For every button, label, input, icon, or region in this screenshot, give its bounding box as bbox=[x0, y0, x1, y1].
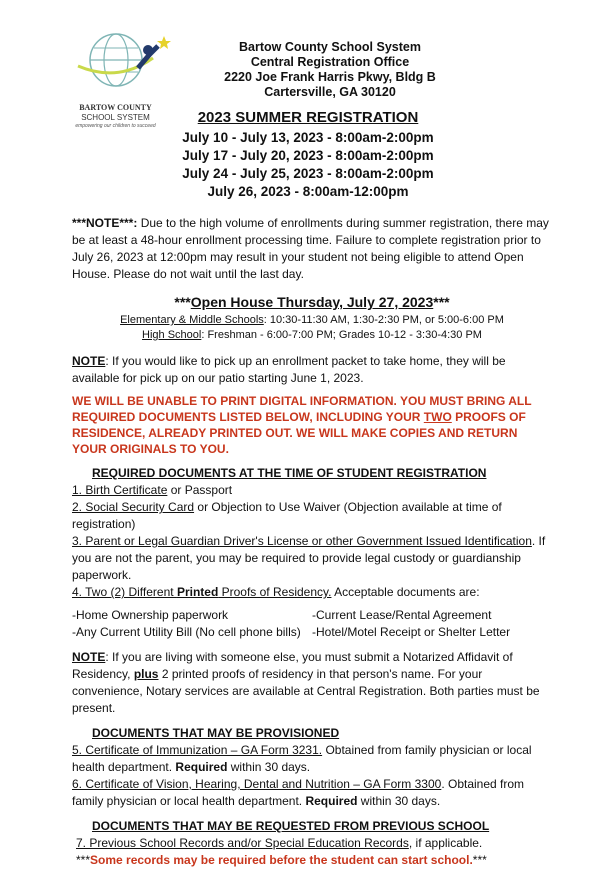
doc-option: -Home Ownership paperwork bbox=[72, 608, 229, 622]
item-text: within 30 days. bbox=[227, 760, 311, 774]
required-documents bbox=[72, 465, 552, 641]
item-text: within 30 days. bbox=[357, 794, 441, 808]
high-times: : Freshman - 6:00-7:00 PM; Grades 10-12 - 3:30-4:30 PM bbox=[201, 329, 482, 341]
list-item bbox=[72, 776, 552, 810]
logo-tagline: empowering our children to succeed bbox=[75, 123, 156, 129]
city: Cartersville, GA 30120 bbox=[264, 85, 396, 99]
section-heading: DOCUMENTS THAT MAY BE REQUESTED FROM PREVIOUS SCHOOL bbox=[92, 819, 490, 833]
stars: *** bbox=[433, 294, 450, 310]
high-label: High School bbox=[142, 329, 202, 341]
elem-times: : 10:30-11:30 AM, 1:30-2:30 PM, or 5:00-6:00 PM bbox=[263, 314, 504, 326]
item-title: 1. Birth Certificate bbox=[72, 483, 168, 497]
note-text: : If you would like to pick up an enrollment packet to take home, they will be available for pick up on our patio starting June 1, 2023. bbox=[72, 354, 506, 385]
packet-note bbox=[72, 353, 552, 387]
section-heading: REQUIRED DOCUMENTS AT THE TIME OF STUDENT REGISTRATION bbox=[92, 466, 487, 480]
list-item bbox=[72, 742, 552, 776]
office-name: Central Registration Office bbox=[250, 55, 410, 69]
item-title-bold: Printed bbox=[176, 585, 219, 599]
item-text: . If you are not the parent, you may be required to provide legal custody or guardianship paperwork. bbox=[72, 534, 546, 582]
logo-line1: BARTOW COUNTY bbox=[79, 103, 152, 112]
office-header bbox=[190, 0, 470, 100]
date-line: July 26, 2023 - 8:00am-12:00pm bbox=[207, 184, 409, 199]
globe-icon bbox=[58, 28, 188, 98]
registration-dates bbox=[0, 129, 616, 201]
item-title: 6. Certificate of Vision, Hearing, Dental and Nutrition – GA Form 3300 bbox=[72, 777, 442, 791]
open-house-title: Open House Thursday, July 27, 2023 bbox=[190, 294, 434, 310]
item-required: Required bbox=[175, 760, 228, 774]
item-text: . Obtained from family physician or local health department. bbox=[72, 777, 525, 808]
logo-line2: SCHOOL SYSTEM bbox=[81, 113, 150, 122]
open-house bbox=[72, 293, 552, 343]
records-warning bbox=[72, 852, 552, 869]
item-title: 2. Social Security Card bbox=[72, 500, 195, 514]
warning-two: TWO bbox=[423, 410, 452, 424]
item-title: 5. Certificate of Immunization – GA Form 3231. bbox=[72, 743, 323, 757]
list-item bbox=[72, 482, 552, 499]
doc-option: -Current Lease/Rental Agreement bbox=[312, 608, 492, 622]
elem-label: Elementary & Middle Schools bbox=[120, 314, 264, 326]
doc-option: -Hotel/Motel Receipt or Shelter Letter bbox=[312, 625, 511, 639]
item-title: 4. Two (2) Different bbox=[72, 585, 177, 599]
list-item bbox=[72, 499, 552, 533]
stars: *** bbox=[472, 853, 487, 867]
warning-text: PROOFS OF RESIDENCE, ALREADY PRINTED OUT. WE WILL MAKE COPIES AND RETURN YOUR ORIGINALS TO YOU. bbox=[72, 410, 526, 456]
note-text: : If you are living with someone else, you must submit a Notarized Affidavit of Residency, bbox=[72, 650, 513, 681]
school-system-logo bbox=[58, 28, 188, 128]
doc-option: -Any Current Utility Bill (No cell phone bills) bbox=[72, 625, 301, 639]
note-text: 2 printed proofs of residency in that person's name. For your convenience, Notary services are available at Central Registration. Both parties must be present. bbox=[72, 667, 540, 715]
provisioned-documents bbox=[72, 725, 552, 810]
item-text: or Objection to Use Waiver (Objection available at time of registration) bbox=[72, 500, 502, 531]
list-item bbox=[72, 584, 552, 601]
item-text: , if applicable. bbox=[408, 836, 483, 850]
print-warning bbox=[72, 393, 552, 457]
date-line: July 24 - July 25, 2023 - 8:00am-2:00pm bbox=[182, 166, 434, 181]
org-name: Bartow County School System bbox=[239, 40, 421, 54]
warning-text: Some records may be required before the student can start school. bbox=[90, 853, 473, 867]
note-label: NOTE bbox=[72, 650, 106, 664]
affidavit-note bbox=[72, 649, 552, 717]
acceptable-docs bbox=[72, 624, 552, 641]
date-line: July 17 - July 20, 2023 - 8:00am-2:00pm bbox=[182, 148, 434, 163]
note-text: Due to the high volume of enrollments during summer registration, there may be at least a 48-hour enrollment processing time. Failure to complete registration prior to July 26, 2023 at 12:00pm may result in your student not being eligible to attend Open House. Please do not wait until the last day. bbox=[72, 216, 549, 281]
stars: *** bbox=[76, 853, 91, 867]
list-item bbox=[72, 533, 552, 584]
acceptable-docs bbox=[72, 607, 552, 624]
section-heading: DOCUMENTS THAT MAY BE PROVISIONED bbox=[92, 726, 340, 740]
page-title: 2023 SUMMER REGISTRATION bbox=[197, 109, 419, 126]
note-label: NOTE bbox=[72, 354, 106, 368]
note-plus: plus bbox=[133, 667, 159, 681]
item-text: or Passport bbox=[167, 483, 233, 497]
item-required: Required bbox=[305, 794, 358, 808]
warning-text: WE WILL BE UNABLE TO PRINT DIGITAL INFORMATION. YOU MUST BRING ALL REQUIRED DOCUMENTS LISTED BELOW, INCLUDING YOUR bbox=[72, 394, 532, 424]
note-label: ***NOTE***: bbox=[72, 216, 138, 230]
item-title: 7. Previous School Records and/or Special Education Records bbox=[76, 836, 409, 850]
list-item bbox=[72, 835, 552, 852]
stars: *** bbox=[174, 294, 191, 310]
item-title: Proofs of Residency. bbox=[218, 585, 332, 599]
previous-school-documents bbox=[72, 818, 552, 869]
processing-note bbox=[72, 215, 552, 283]
item-title: 3. Parent or Legal Guardian Driver's License or other Government Issued Identification bbox=[72, 534, 532, 548]
address: 2220 Joe Frank Harris Pkwy, Bldg B bbox=[224, 70, 436, 84]
date-line: July 10 - July 13, 2023 - 8:00am-2:00pm bbox=[182, 130, 434, 145]
item-text: Acceptable documents are: bbox=[331, 585, 480, 599]
item-text: Obtained from family physician or local health department. bbox=[72, 743, 532, 774]
